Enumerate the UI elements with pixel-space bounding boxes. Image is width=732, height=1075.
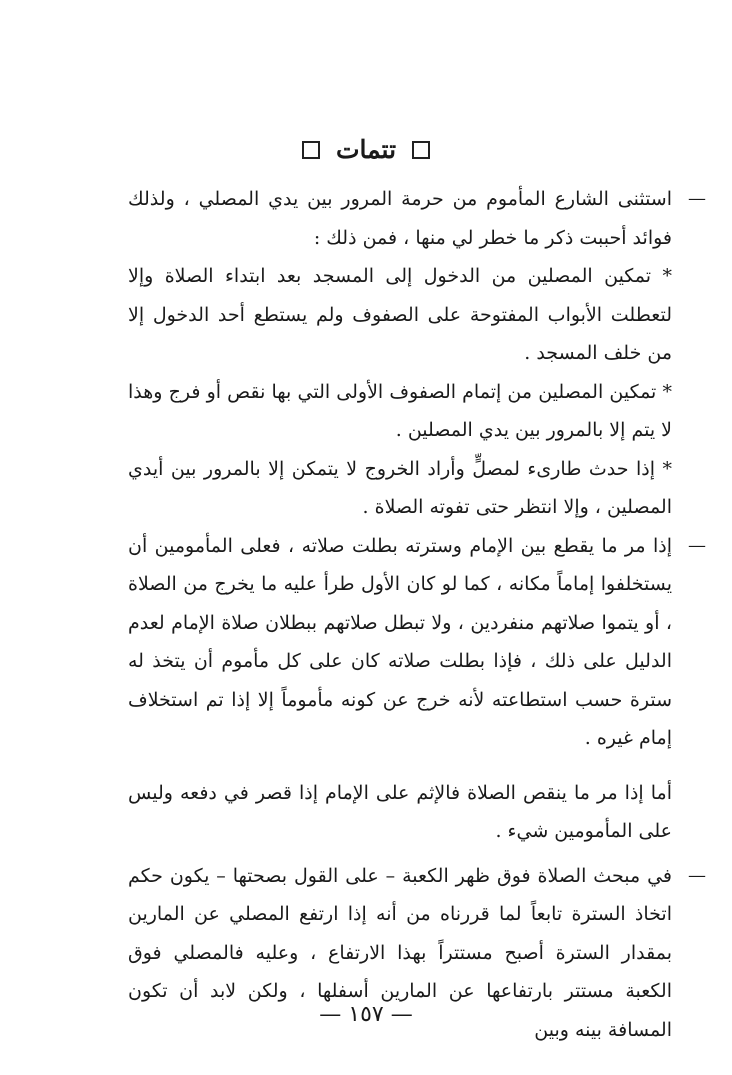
paragraph-benefit-entering: * تمكين المصلين من الدخول إلى المسجد بعد ابتداء الصلاة وإلا لتعطلت الأبواب المفتوحة على الصفوف ولم يستطع أحد الدخول إلا من خلف المسجد . — [128, 265, 672, 364]
text-body — [128, 180, 672, 1049]
page-number: — ١٥٧ — — [319, 1002, 413, 1027]
paragraph-imam-sutrah: — إذا مر ما يقطع بين الإمام وسترته بطلت صلاته ، فعلى المأمومين أن يستخلفوا إماماً مكانه ، كما لو كان الأول طرأ عليه ما يخرج من الصلاة ، أو يتموا صلاتهم منفردين ، ولا تبطل صلاتهم ببطلان صلاة الإمام لعدم الدليل على ذلك ، فإذا بطلت صلاته كان على كل مأموم أن يتخذ له سترة حسب استطاعته لأنه خرج عن كونه مأموماً إلا إذا تم استخلاف إمام غيره . — [128, 527, 672, 758]
paragraph-exceptions-intro: — استثنى الشارع المأموم من حرمة المرور بين يدي المصلي ، ولذلك فوائد أحببت ذكر ما خطر لي منها ، فمن ذلك : — [128, 180, 672, 257]
square-ornament-icon — [302, 141, 320, 159]
paragraph-reducing-prayer: أما إذا مر ما ينقص الصلاة فالإثم على الإمام إذا قصر في دفعه وليس على المأمومين شيء . — [128, 781, 672, 842]
section-heading — [0, 135, 732, 164]
square-ornament-icon — [412, 141, 430, 159]
paragraph-kaaba-roof: — في مبحث الصلاة فوق ظهر الكعبة – على القول بصحتها – يكون حكم اتخاذ السترة تابعاً لما قررناه من أنه إذا ارتفع المصلي عن المارين بمقدار السترة أصبح مستتراً بهذا الارتفاع ، وعليه فالمصلي فوق الكعبة مستتر بارتفاعها عن المارين أسفلها ، ولكن لابد أن تكون المسافة بينه وبين — [128, 857, 672, 1050]
paragraph-benefit-completing-rows: * تمكين المصلين من إتمام الصفوف الأولى التي بها نقص أو فرج وهذا لا يتم إلا بالمرور بين يدي المصلين . — [128, 380, 672, 441]
paragraph-benefit-leaving: * إذا حدث طارىء لمصلٍّ وأراد الخروج لا يتمكن إلا بالمرور بين أيدي المصلين ، وإلا انتظر حتى تفوته الصلاة . — [128, 457, 672, 518]
section-title: تتمات — [335, 135, 397, 164]
